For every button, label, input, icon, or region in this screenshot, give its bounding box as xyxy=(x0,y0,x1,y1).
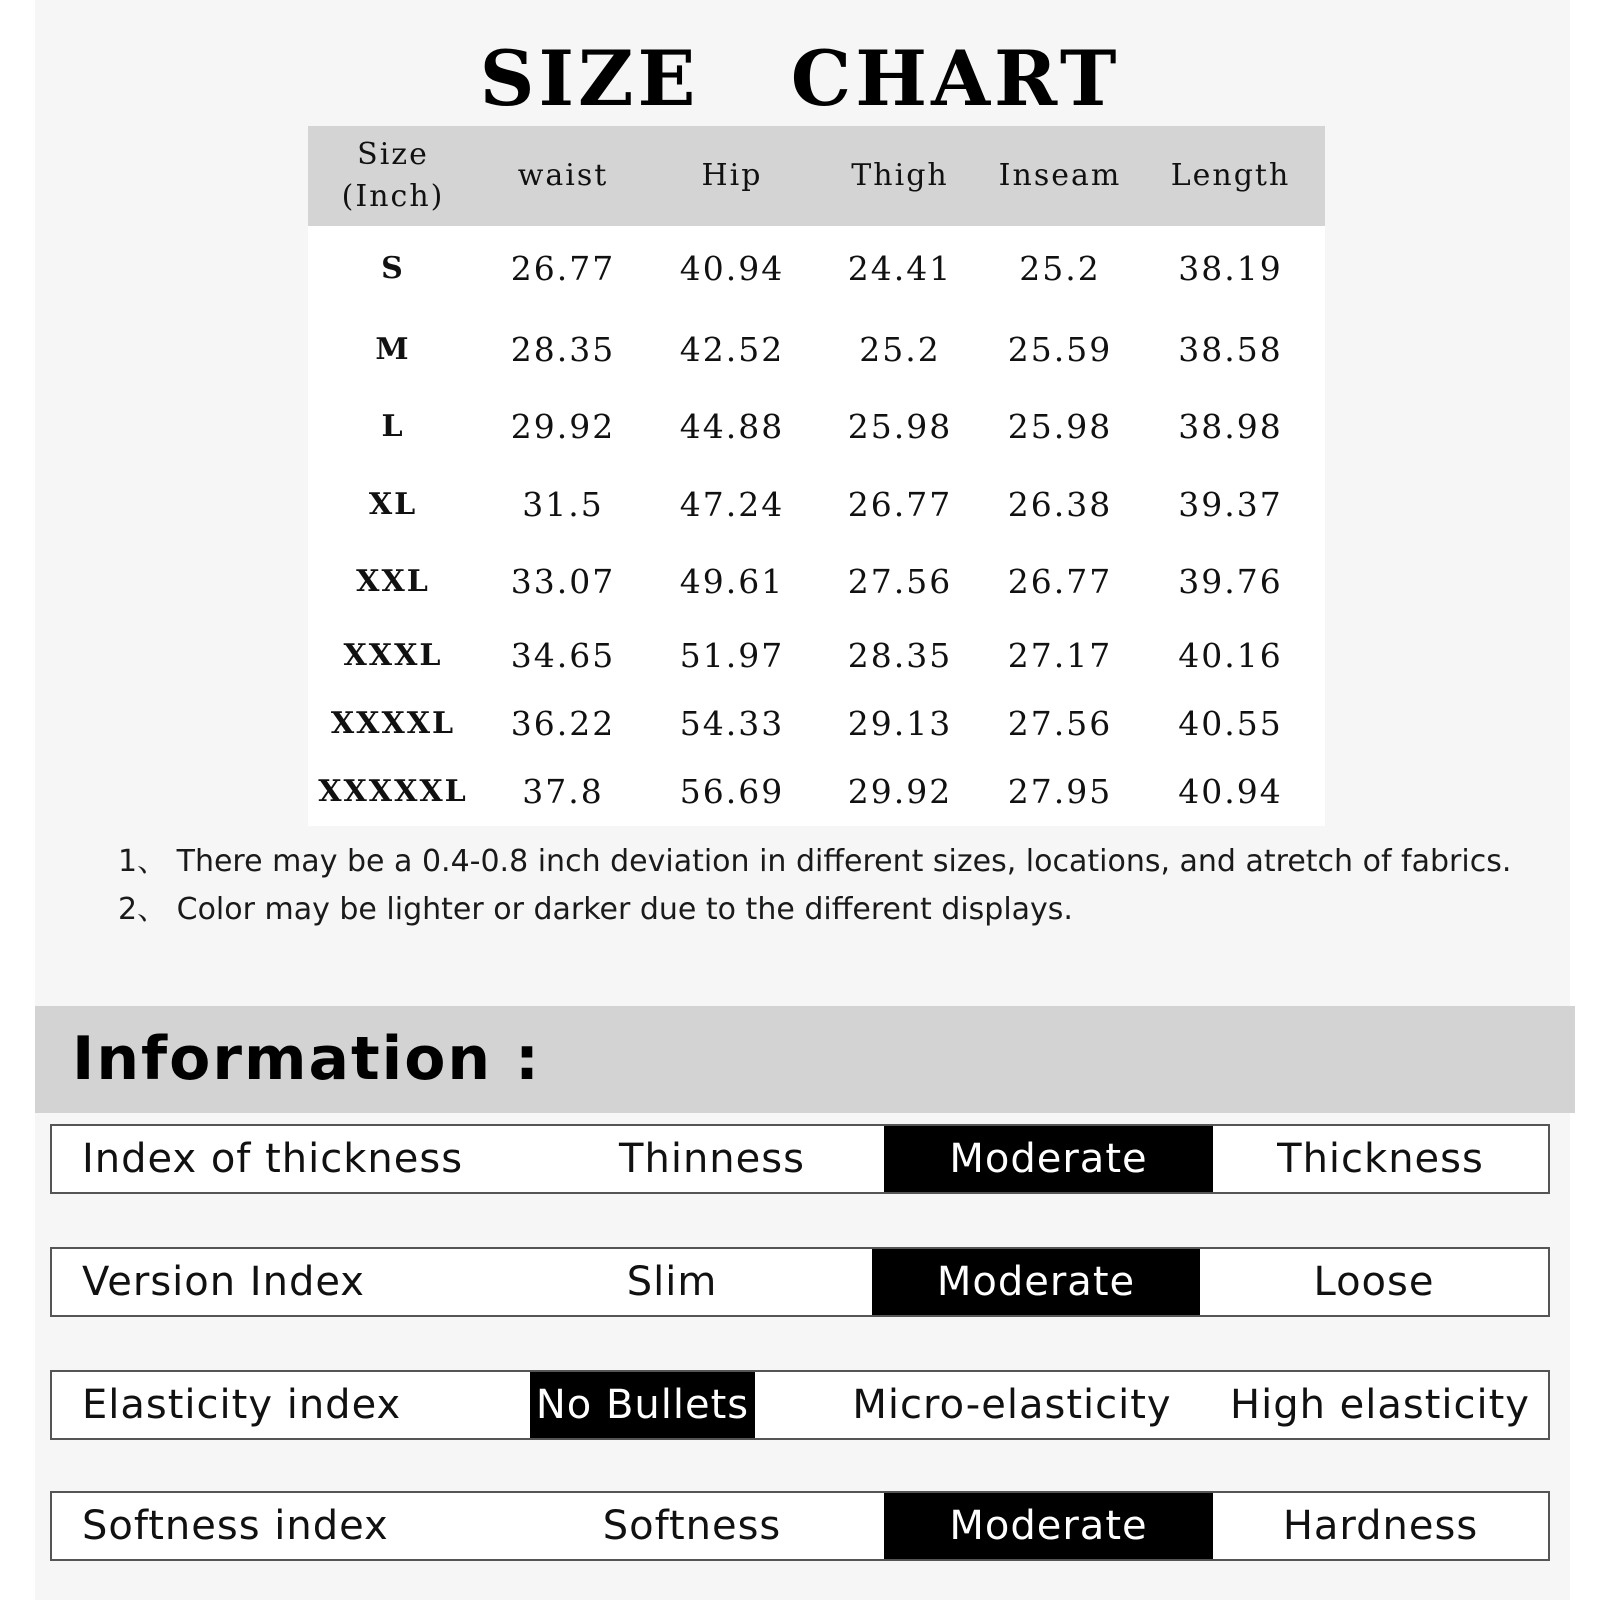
elasticity-index-row xyxy=(50,1370,1550,1440)
waist-cell: 36.22 xyxy=(478,690,648,757)
size-chart-title: SIZE CHART xyxy=(479,34,1121,123)
softness-index-label: Softness index xyxy=(82,1503,389,1549)
size-cell: XXXXL xyxy=(308,690,478,757)
waist-cell: 37.8 xyxy=(478,757,648,826)
hip-cell: 40.94 xyxy=(648,226,816,310)
thigh-cell: 28.35 xyxy=(816,620,984,690)
version-option-slim: Slim xyxy=(626,1259,718,1305)
note-2: 2、 Color may be lighter or darker due to the different displays. xyxy=(118,892,1073,927)
waist-cell: 31.5 xyxy=(478,465,648,543)
length-cell: 38.19 xyxy=(1136,226,1325,310)
size-cell: XXXXXL xyxy=(308,757,478,826)
header-inseam: Inseam xyxy=(984,126,1136,226)
header-hip: Hip xyxy=(648,126,816,226)
inseam-cell: 27.17 xyxy=(984,620,1136,690)
version-option-moderate: Moderate xyxy=(872,1249,1200,1315)
inseam-cell: 26.77 xyxy=(984,543,1136,620)
inseam-cell: 27.95 xyxy=(984,757,1136,826)
hip-cell: 56.69 xyxy=(648,757,816,826)
thigh-cell: 29.92 xyxy=(816,757,984,826)
thickness-index-label: Index of thickness xyxy=(82,1136,464,1182)
waist-cell: 33.07 xyxy=(478,543,648,620)
information-title: Information : xyxy=(72,1024,542,1094)
softness-option-moderate: Moderate xyxy=(884,1493,1213,1559)
softness-index-row xyxy=(50,1491,1550,1561)
softness-option-hardness: Hardness xyxy=(1282,1503,1479,1549)
table-row xyxy=(308,620,1325,690)
elasticity-option-micro-elasticity: Micro-elasticity xyxy=(852,1382,1172,1428)
length-cell: 40.16 xyxy=(1136,620,1325,690)
waist-cell: 28.35 xyxy=(478,310,648,388)
table-row xyxy=(308,757,1325,826)
thigh-cell: 25.98 xyxy=(816,388,984,465)
size-cell: XL xyxy=(308,465,478,543)
thigh-cell: 27.56 xyxy=(816,543,984,620)
table-row xyxy=(308,690,1325,757)
length-cell: 40.94 xyxy=(1136,757,1325,826)
length-cell: 39.37 xyxy=(1136,465,1325,543)
inseam-cell: 25.2 xyxy=(984,226,1136,310)
notes xyxy=(118,838,1538,934)
waist-cell: 26.77 xyxy=(478,226,648,310)
hip-cell: 51.97 xyxy=(648,620,816,690)
inseam-cell: 25.98 xyxy=(984,388,1136,465)
length-cell: 40.55 xyxy=(1136,690,1325,757)
hip-cell: 44.88 xyxy=(648,388,816,465)
hip-cell: 42.52 xyxy=(648,310,816,388)
thigh-cell: 26.77 xyxy=(816,465,984,543)
table-row xyxy=(308,226,1325,310)
version-index-label: Version Index xyxy=(82,1259,365,1305)
version-index-row xyxy=(50,1247,1550,1317)
elasticity-option-high-elasticity: High elasticity xyxy=(1230,1382,1530,1428)
thickness-option-thickness: Thickness xyxy=(1277,1136,1484,1182)
thigh-cell: 25.2 xyxy=(816,310,984,388)
size-cell: L xyxy=(308,388,478,465)
thigh-cell: 24.41 xyxy=(816,226,984,310)
table-row xyxy=(308,543,1325,620)
table-header-row xyxy=(308,126,1325,226)
header-thigh: Thigh xyxy=(816,126,984,226)
thickness-index-row xyxy=(50,1124,1550,1194)
inseam-cell: 26.38 xyxy=(984,465,1136,543)
table-row xyxy=(308,388,1325,465)
table-row xyxy=(308,310,1325,388)
softness-option-softness: Softness xyxy=(602,1503,782,1549)
size-cell: S xyxy=(308,226,478,310)
thickness-option-thinness: Thinness xyxy=(619,1136,805,1182)
note-1: 1、 There may be a 0.4-0.8 inch deviation in different sizes, locations, and atretch of fabrics. xyxy=(118,844,1512,879)
hip-cell: 54.33 xyxy=(648,690,816,757)
inseam-cell: 25.59 xyxy=(984,310,1136,388)
inseam-cell: 27.56 xyxy=(984,690,1136,757)
length-cell: 38.58 xyxy=(1136,310,1325,388)
hip-cell: 49.61 xyxy=(648,543,816,620)
waist-cell: 29.92 xyxy=(478,388,648,465)
size-table xyxy=(308,126,1325,826)
hip-cell: 47.24 xyxy=(648,465,816,543)
size-cell: XXXL xyxy=(308,620,478,690)
length-cell: 39.76 xyxy=(1136,543,1325,620)
header-waist: waist xyxy=(478,126,648,226)
waist-cell: 34.65 xyxy=(478,620,648,690)
size-cell: XXL xyxy=(308,543,478,620)
size-cell: M xyxy=(308,310,478,388)
thickness-option-moderate: Moderate xyxy=(884,1126,1213,1192)
header-size: Size (Inch) xyxy=(308,126,478,226)
thigh-cell: 29.13 xyxy=(816,690,984,757)
elasticity-index-label: Elasticity index xyxy=(82,1382,402,1428)
table-row xyxy=(308,465,1325,543)
header-length: Length xyxy=(1136,126,1325,226)
elasticity-option-no-bullets: No Bullets xyxy=(530,1372,755,1438)
version-option-loose: Loose xyxy=(1313,1259,1435,1305)
length-cell: 38.98 xyxy=(1136,388,1325,465)
